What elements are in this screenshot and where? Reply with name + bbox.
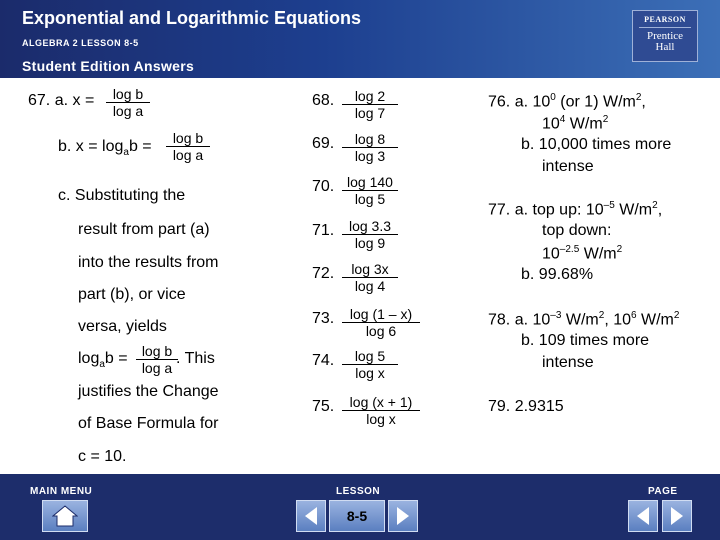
answer-77a3-text: 10: [542, 245, 560, 263]
superscript: 4: [559, 114, 566, 125]
answer-76-b2: intense: [542, 158, 594, 175]
answer-78-a: [488, 310, 679, 329]
answer-67-b: [58, 138, 152, 158]
answer-number: 75.: [312, 398, 335, 415]
fraction-answer: [342, 394, 420, 427]
fraction-answer: [342, 218, 398, 251]
superscript: –5: [603, 200, 615, 211]
yield-subscript: a: [99, 359, 105, 371]
fraction-numerator: log 5: [342, 348, 398, 365]
header-bar: [0, 0, 720, 78]
answer-67b-subscript: a: [123, 147, 129, 159]
answer-67b-prefix: b. x = log: [58, 138, 124, 155]
answer-77-b: b. 99.68%: [521, 266, 594, 283]
answer-number: 78.: [488, 311, 511, 329]
answer-number: 71.: [312, 222, 335, 239]
answer-77a-unit: W/m: [614, 201, 653, 219]
prev-arrow-icon: [635, 506, 651, 526]
yield-suffix: b =: [104, 350, 128, 367]
answer-78a-unit2: W/m: [636, 311, 674, 329]
lesson-prev-button[interactable]: [296, 500, 326, 532]
superscript: 2: [598, 310, 605, 321]
superscript: 0: [550, 92, 556, 103]
main-menu-label: MAIN MENU: [30, 486, 93, 497]
answer-67c-line: into the results from: [78, 254, 219, 271]
page-label: PAGE: [648, 486, 678, 497]
fraction-numerator: log (x + 1): [342, 394, 420, 411]
fraction-answer: [342, 174, 398, 207]
fraction-denominator: log 6: [365, 323, 397, 339]
logo-text-hall: Hall: [655, 41, 675, 53]
fraction-answer: [342, 306, 420, 339]
answer-76-a: [488, 92, 646, 111]
lesson-label: LESSON: [336, 486, 381, 497]
fraction-numerator: log b: [106, 86, 150, 103]
lesson-number[interactable]: 8-5: [329, 500, 385, 532]
answer-67c-this: . This: [176, 350, 215, 367]
answer-77a3-unit: W/m: [579, 245, 617, 263]
fraction-numerator: log 140: [342, 174, 398, 191]
answer-76a-unit: (or 1) W/m: [555, 93, 636, 111]
fraction-answer: [342, 348, 398, 381]
answer-67b-suffix: b =: [128, 138, 152, 155]
answer-77a-end: ,: [657, 201, 663, 219]
fraction-denominator: log 4: [354, 278, 386, 294]
fraction-denominator: log a: [172, 147, 204, 163]
fraction-denominator: log a: [141, 360, 173, 376]
answer-number: 67.: [28, 92, 51, 109]
superscript: 2: [616, 244, 623, 255]
fraction-answer: [342, 131, 398, 164]
superscript: 2: [602, 114, 609, 125]
answer-67c-yield: [78, 350, 128, 370]
answer-76-a2: [542, 114, 608, 133]
answer-78a-mid: , 10: [604, 311, 631, 329]
answer-67c-line: c. Substituting the: [58, 187, 186, 204]
fraction-denominator: log x: [355, 365, 385, 381]
answer-78a-unit: W/m: [561, 311, 599, 329]
answer-78a-text: a. 10: [514, 311, 551, 329]
publisher-logo: [632, 10, 698, 62]
next-arrow-icon: [669, 506, 685, 526]
lesson-next-button[interactable]: [388, 500, 418, 532]
answer-77-a3: [542, 244, 622, 263]
main-menu-button[interactable]: [42, 500, 88, 532]
superscript: 6: [631, 310, 637, 321]
fraction-numerator: log b: [166, 130, 210, 147]
answer-67-a: [28, 92, 94, 110]
page-title: Exponential and Logarithmic Equations: [22, 8, 362, 28]
answer-76a-text: a. 10: [514, 93, 551, 111]
section-title: Student Edition Answers: [22, 58, 195, 74]
answer-number: 79.: [488, 398, 511, 415]
answer-67a-label: a. x =: [54, 92, 95, 109]
answer-number: 69.: [312, 135, 335, 152]
fraction-denominator: log 9: [354, 235, 386, 251]
answer-77a-text: a. top up: 10: [514, 201, 604, 219]
fraction-67a: [106, 86, 150, 119]
superscript: 2: [635, 92, 642, 103]
home-icon: [52, 505, 78, 527]
fraction-numerator: log 8: [342, 131, 398, 148]
fraction-67b: [166, 130, 210, 163]
page-prev-button[interactable]: [628, 500, 658, 532]
fraction-denominator: log x: [366, 411, 396, 427]
answer-78-b2: intense: [542, 354, 594, 371]
fraction-denominator: log 5: [354, 191, 386, 207]
fraction-answer: [342, 261, 398, 294]
fraction-numerator: log (1 – x): [342, 306, 420, 323]
fraction-denominator: log 7: [354, 105, 386, 121]
prev-arrow-icon: [303, 506, 319, 526]
answer-79: [488, 398, 564, 416]
fraction-denominator: log a: [112, 103, 144, 119]
answer-67c-line: of Base Formula for: [78, 415, 219, 432]
answer-67c-line: justifies the Change: [78, 383, 219, 400]
page-next-button[interactable]: [662, 500, 692, 532]
answer-number: 77.: [488, 201, 511, 219]
answer-77-a: [488, 200, 662, 219]
answer-number: 76.: [488, 93, 511, 111]
answer-number: 72.: [312, 265, 335, 282]
fraction-numerator: log 3.3: [342, 218, 398, 235]
logo-text-pearson: PEARSON: [644, 15, 686, 24]
lesson-subtitle: ALGEBRA 2 LESSON 8-5: [22, 38, 139, 48]
superscript: –2.5: [559, 244, 580, 255]
fraction-67c: [136, 343, 178, 376]
answer-number: 68.: [312, 92, 335, 109]
fraction-numerator: log b: [136, 343, 178, 360]
answer-67c-line: versa, yields: [78, 318, 167, 335]
answer-67c-line: result from part (a): [78, 221, 210, 238]
fraction-numerator: log 3x: [342, 261, 398, 278]
answer-76-b: b. 10,000 times more: [521, 136, 672, 153]
answer-78-b: b. 109 times more: [521, 332, 650, 349]
answer-number: 74.: [312, 352, 335, 369]
answer-76a-end: ,: [641, 93, 646, 111]
superscript: 2: [673, 310, 680, 321]
superscript: 2: [652, 200, 658, 211]
answer-76a2-text: 10: [542, 115, 560, 133]
answer-number: 70.: [312, 178, 335, 195]
next-arrow-icon: [395, 506, 411, 526]
fraction-denominator: log 3: [354, 148, 386, 164]
superscript: –3: [550, 310, 562, 321]
answer-67c-line: c = 10.: [78, 448, 127, 465]
logo-text-prentice: Prentice: [646, 30, 684, 42]
answer-79-value: 2.9315: [514, 398, 564, 415]
fraction-numerator: log 2: [342, 88, 398, 105]
fraction-answer: [342, 88, 398, 121]
answer-77-a2: top down:: [542, 222, 612, 239]
answer-number: 73.: [312, 310, 335, 327]
answer-67c-line: part (b), or vice: [78, 286, 186, 303]
yield-prefix: log: [78, 350, 100, 367]
answer-76a2-unit: W/m: [565, 115, 603, 133]
